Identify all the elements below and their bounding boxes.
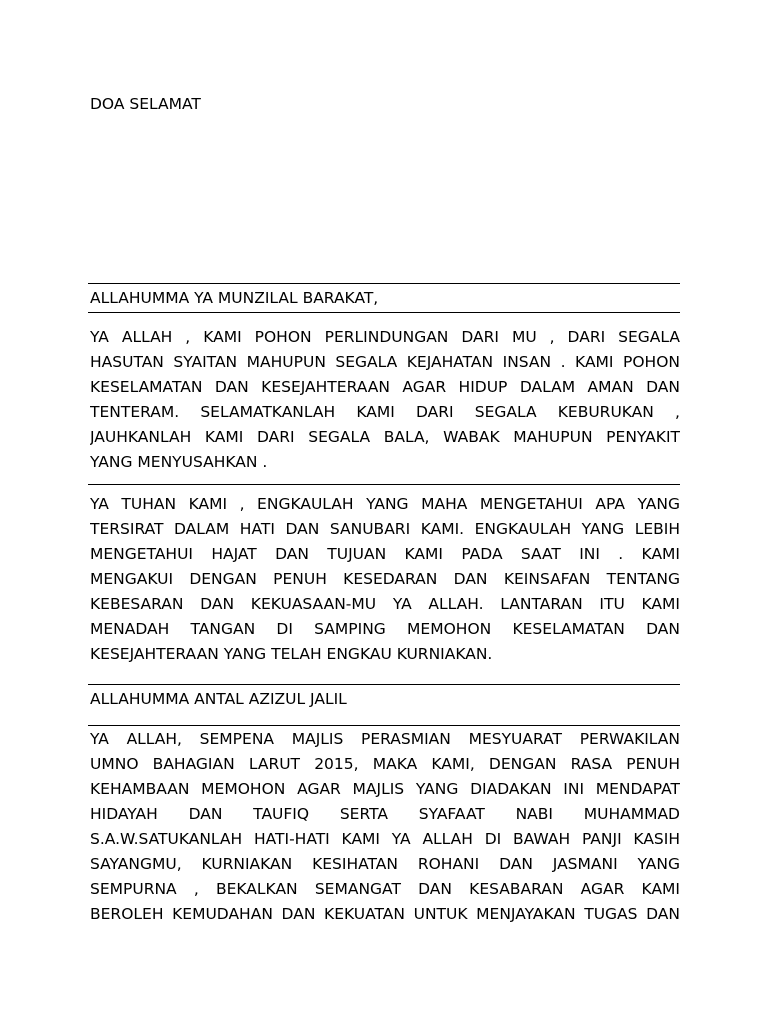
paragraph-3-line: SEMPURNA , BEKALKAN SEMANGAT DAN KESABARAN AGAR KAMI [90,880,680,898]
paragraph-1-line: HASUTAN SYAITAN MAHUPUN SEGALA KEJAHATAN INSAN . KAMI POHON [90,353,680,371]
paragraph-2-line: YA TUHAN KAMI , ENGKAULAH YANG MAHA MENGETAHUI APA YANG [90,495,680,513]
paragraph-3-line: SAYANGMU, KURNIAKAN KESIHATAN ROHANI DAN JASMANI YANG [90,855,680,873]
paragraph-2-line: TERSIRAT DALAM HATI DAN SANUBARI KAMI. ENGKAULAH YANG LEBIH [90,520,680,538]
heading-2: ALLAHUMMA ANTAL AZIZUL JALIL [90,690,347,708]
paragraph-2-line: MENGETAHUI HAJAT DAN TUJUAN KAMI PADA SAAT INI . KAMI [90,545,680,563]
heading-1: ALLAHUMMA YA MUNZILAL BARAKAT, [90,289,379,307]
rule-above-heading-2 [88,684,680,685]
rule-below-heading-2 [88,725,680,726]
document-title: DOA SELAMAT [90,95,201,113]
paragraph-3-line: HIDAYAH DAN TAUFIQ SERTA SYAFAAT NABI MUHAMMAD [90,805,680,823]
paragraph-1-line: YANG MENYUSAHKAN . [90,453,268,471]
rule-above-heading-1 [88,283,680,284]
paragraph-2-line: KEBESARAN DAN KEKUASAAN-MU YA ALLAH. LANTARAN ITU KAMI [90,595,680,613]
paragraph-3-line: KEHAMBAAN MEMOHON AGAR MAJLIS YANG DIADAKAN INI MENDAPAT [90,780,680,798]
paragraph-3-line: YA ALLAH, SEMPENA MAJLIS PERASMIAN MESYUARAT PERWAKILAN [90,730,680,748]
paragraph-1-line: YA ALLAH , KAMI POHON PERLINDUNGAN DARI MU , DARI SEGALA [90,328,680,346]
paragraph-1-line: TENTERAM. SELAMATKANLAH KAMI DARI SEGALA KEBURUKAN , [90,403,680,421]
paragraph-2-line: KESEJAHTERAAN YANG TELAH ENGKAU KURNIAKAN. [90,645,493,663]
paragraph-3-line: UMNO BAHAGIAN LARUT 2015, MAKA KAMI, DENGAN RASA PENUH [90,755,680,773]
paragraph-3-line: BEROLEH KEMUDAHAN DAN KEKUATAN UNTUK MENJAYAKAN TUGAS DAN [90,905,680,923]
rule-above-paragraph-2 [88,484,680,485]
paragraph-1-line: JAUHKANLAH KAMI DARI SEGALA BALA, WABAK MAHUPUN PENYAKIT [90,428,680,446]
paragraph-2-line: MENGAKUI DENGAN PENUH KESEDARAN DAN KEINSAFAN TENTANG [90,570,680,588]
paragraph-1-line: KESELAMATAN DAN KESEJAHTERAAN AGAR HIDUP DALAM AMAN DAN [90,378,680,396]
paragraph-2-line: MENADAH TANGAN DI SAMPING MEMOHON KESELAMATAN DAN [90,620,680,638]
paragraph-3-line: S.A.W.SATUKANLAH HATI-HATI KAMI YA ALLAH DI BAWAH PANJI KASIH [90,830,680,848]
document-page [90,0,680,1024]
rule-below-heading-1 [88,312,680,313]
